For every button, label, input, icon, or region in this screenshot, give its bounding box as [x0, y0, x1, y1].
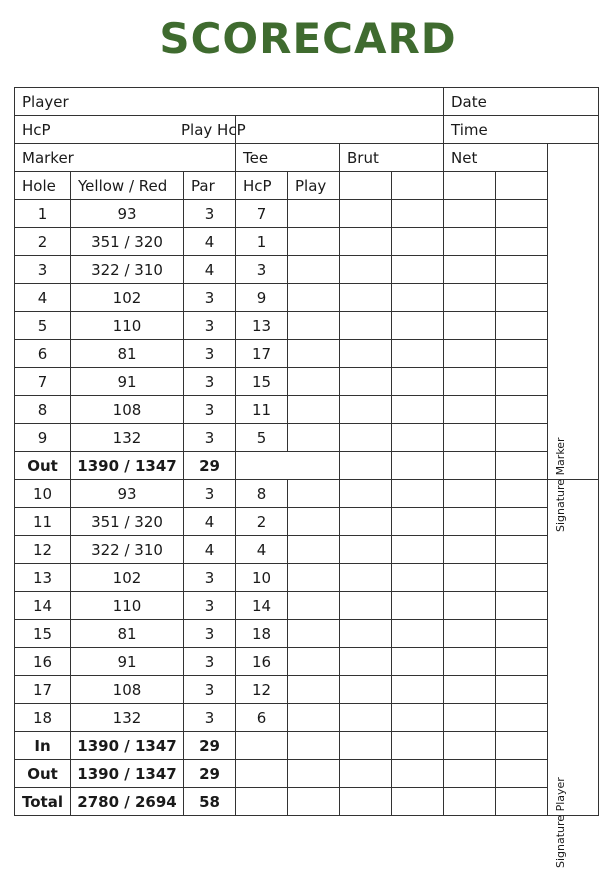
- yellow-red-distance: 351 / 320: [71, 228, 184, 256]
- hcp-value: 17: [236, 340, 288, 368]
- brut-cell[interactable]: [392, 676, 444, 704]
- par-value: 4: [184, 228, 236, 256]
- net-cell[interactable]: [444, 228, 496, 256]
- net-cell[interactable]: [496, 368, 548, 396]
- brut-cell[interactable]: [340, 256, 392, 284]
- play-cell[interactable]: [288, 676, 340, 704]
- yellow-red-distance: 91: [71, 648, 184, 676]
- out-label: Out: [15, 452, 71, 480]
- net-cell[interactable]: [496, 200, 548, 228]
- brut-cell[interactable]: [392, 340, 444, 368]
- net-cell[interactable]: [444, 284, 496, 312]
- brut-cell-a[interactable]: [340, 172, 392, 200]
- total-par: 58: [184, 788, 236, 816]
- hcp-label: HcP: [22, 120, 51, 139]
- hole-number: 15: [15, 620, 71, 648]
- table-row: [15, 424, 599, 452]
- table-row: [15, 368, 599, 396]
- net-cell[interactable]: [444, 312, 496, 340]
- net-cell[interactable]: [496, 592, 548, 620]
- yellow-red-distance: 81: [71, 340, 184, 368]
- player-field[interactable]: [15, 88, 444, 116]
- hcp-value: 3: [236, 256, 288, 284]
- table-row: [15, 284, 599, 312]
- par-value: 3: [184, 704, 236, 732]
- net-cell[interactable]: [444, 508, 496, 536]
- date-field[interactable]: [444, 88, 599, 116]
- brut-cell[interactable]: [392, 480, 444, 508]
- par-value: 3: [184, 648, 236, 676]
- brut-cell[interactable]: [340, 424, 392, 452]
- net-cell[interactable]: [444, 704, 496, 732]
- net-cell[interactable]: [444, 564, 496, 592]
- score-cell[interactable]: [340, 732, 392, 760]
- page-title: SCORECARD: [159, 14, 457, 63]
- hcp-value: 12: [236, 676, 288, 704]
- par-value: 4: [184, 508, 236, 536]
- hcp-value: 10: [236, 564, 288, 592]
- play-cell[interactable]: [288, 620, 340, 648]
- hcp-value: 15: [236, 368, 288, 396]
- par-value: 3: [184, 368, 236, 396]
- hole-number: 6: [15, 340, 71, 368]
- brut-cell[interactable]: [392, 200, 444, 228]
- yellow-red-distance: 351 / 320: [71, 508, 184, 536]
- par-value: 3: [184, 480, 236, 508]
- brut-cell[interactable]: [392, 368, 444, 396]
- brut-cell[interactable]: [340, 480, 392, 508]
- col-par-header: Par: [184, 172, 236, 200]
- brut-cell[interactable]: [392, 396, 444, 424]
- col-yellow-red-header: Yellow / Red: [71, 172, 184, 200]
- yellow-red-distance: 322 / 310: [71, 256, 184, 284]
- hole-number: 16: [15, 648, 71, 676]
- net-cell[interactable]: [496, 536, 548, 564]
- hole-number: 7: [15, 368, 71, 396]
- hcp-value: 2: [236, 508, 288, 536]
- yellow-red-distance: 110: [71, 592, 184, 620]
- net-cell[interactable]: [496, 676, 548, 704]
- play-cell[interactable]: [288, 228, 340, 256]
- total-yellow-red: 1390 / 1347: [71, 760, 184, 788]
- score-cell[interactable]: [392, 788, 444, 816]
- table-row: [15, 536, 599, 564]
- net-cell[interactable]: [444, 396, 496, 424]
- brut-cell[interactable]: [340, 648, 392, 676]
- yellow-red-distance: 132: [71, 424, 184, 452]
- table-row: [15, 620, 599, 648]
- score-cell[interactable]: [392, 760, 444, 788]
- hcp-value: 4: [236, 536, 288, 564]
- par-value: 3: [184, 200, 236, 228]
- par-value: 3: [184, 340, 236, 368]
- hole-number: 1: [15, 200, 71, 228]
- tee-field[interactable]: [236, 144, 340, 172]
- hole-number: 9: [15, 424, 71, 452]
- net-cell[interactable]: [496, 480, 548, 508]
- net-header: [444, 144, 548, 172]
- yellow-red-distance: 108: [71, 676, 184, 704]
- brut-cell[interactable]: [392, 564, 444, 592]
- table-row: [15, 592, 599, 620]
- hcp-value: 13: [236, 312, 288, 340]
- par-value: 4: [184, 256, 236, 284]
- net-cell-a[interactable]: [444, 172, 496, 200]
- player-label: Player: [22, 92, 69, 111]
- brut-cell[interactable]: [392, 312, 444, 340]
- hcp-value: 6: [236, 704, 288, 732]
- yellow-red-distance: 108: [71, 396, 184, 424]
- play-cell[interactable]: [288, 536, 340, 564]
- brut-cell[interactable]: [340, 368, 392, 396]
- brut-cell[interactable]: [392, 228, 444, 256]
- time-label: Time: [451, 120, 488, 139]
- brut-label: Brut: [347, 148, 379, 167]
- signature-marker-box[interactable]: [548, 144, 599, 532]
- par-value: 3: [184, 284, 236, 312]
- score-cell[interactable]: [496, 732, 548, 760]
- brut-cell[interactable]: [340, 200, 392, 228]
- brut-cell[interactable]: [392, 704, 444, 732]
- net-label: Net: [451, 148, 478, 167]
- net-cell[interactable]: [496, 508, 548, 536]
- table-row: [15, 396, 599, 424]
- yellow-red-distance: 132: [71, 704, 184, 732]
- score-cell[interactable]: [340, 452, 392, 480]
- net-cell[interactable]: [496, 312, 548, 340]
- table-row: [15, 256, 599, 284]
- tee-label: Tee: [243, 148, 269, 167]
- score-cell[interactable]: [444, 788, 496, 816]
- net-cell[interactable]: [496, 704, 548, 732]
- yellow-red-distance: 81: [71, 620, 184, 648]
- score-cell[interactable]: [444, 452, 496, 480]
- net-cell[interactable]: [496, 284, 548, 312]
- signature-player-box[interactable]: [548, 480, 599, 868]
- net-cell[interactable]: [444, 592, 496, 620]
- score-cell[interactable]: [496, 760, 548, 788]
- hole-number: 17: [15, 676, 71, 704]
- net-cell[interactable]: [444, 256, 496, 284]
- yellow-red-distance: 322 / 310: [71, 536, 184, 564]
- hole-number: 12: [15, 536, 71, 564]
- play-hcp-label: Play HcP: [181, 120, 246, 139]
- net-cell[interactable]: [496, 620, 548, 648]
- hole-number: 18: [15, 704, 71, 732]
- out-par: 29: [184, 452, 236, 480]
- net-cell[interactable]: [496, 340, 548, 368]
- brut-header: [340, 144, 444, 172]
- total-hcp-cell: [236, 760, 288, 788]
- brut-cell[interactable]: [340, 536, 392, 564]
- hcp-value: 18: [236, 620, 288, 648]
- table-row: [15, 228, 599, 256]
- hole-number: 5: [15, 312, 71, 340]
- yellow-red-distance: 93: [71, 200, 184, 228]
- play-cell[interactable]: [288, 704, 340, 732]
- play-cell[interactable]: [288, 396, 340, 424]
- score-cell[interactable]: [340, 760, 392, 788]
- hole-number: 8: [15, 396, 71, 424]
- brut-cell[interactable]: [392, 620, 444, 648]
- brut-cell[interactable]: [340, 508, 392, 536]
- table-row: [15, 564, 599, 592]
- total-row: [15, 732, 599, 760]
- play-cell[interactable]: [288, 256, 340, 284]
- play-cell[interactable]: [288, 312, 340, 340]
- score-cell[interactable]: [288, 788, 340, 816]
- play-cell[interactable]: [288, 200, 340, 228]
- table-row: [15, 704, 599, 732]
- brut-cell-b[interactable]: [392, 172, 444, 200]
- play-cell[interactable]: [288, 340, 340, 368]
- brut-cell[interactable]: [340, 340, 392, 368]
- score-cell[interactable]: [392, 732, 444, 760]
- net-cell[interactable]: [444, 536, 496, 564]
- score-cell[interactable]: [288, 732, 340, 760]
- total-label: In: [15, 732, 71, 760]
- hcp-value: 14: [236, 592, 288, 620]
- total-row: [15, 760, 599, 788]
- score-cell[interactable]: [496, 788, 548, 816]
- brut-cell[interactable]: [392, 284, 444, 312]
- table-row: [15, 676, 599, 704]
- brut-cell[interactable]: [340, 228, 392, 256]
- net-cell[interactable]: [444, 480, 496, 508]
- hole-number: 11: [15, 508, 71, 536]
- brut-cell[interactable]: [392, 536, 444, 564]
- par-value: 3: [184, 312, 236, 340]
- par-value: 3: [184, 676, 236, 704]
- marker-field[interactable]: [15, 144, 236, 172]
- col-hole-header: Hole: [15, 172, 71, 200]
- hole-number: 4: [15, 284, 71, 312]
- score-cell[interactable]: [340, 788, 392, 816]
- table-row: [15, 200, 599, 228]
- total-par: 29: [184, 760, 236, 788]
- score-cell[interactable]: [444, 732, 496, 760]
- table-row: [15, 312, 599, 340]
- total-label: Out: [15, 760, 71, 788]
- play-cell[interactable]: [288, 648, 340, 676]
- signature-player-label: Signature Player: [554, 777, 567, 868]
- scorecard-table: [14, 87, 599, 868]
- hole-number: 2: [15, 228, 71, 256]
- yellow-red-distance: 93: [71, 480, 184, 508]
- hole-number: 14: [15, 592, 71, 620]
- net-cell[interactable]: [444, 676, 496, 704]
- brut-cell[interactable]: [340, 704, 392, 732]
- net-cell[interactable]: [496, 228, 548, 256]
- total-row: [15, 788, 599, 816]
- brut-cell[interactable]: [340, 284, 392, 312]
- net-cell[interactable]: [444, 340, 496, 368]
- par-value: 3: [184, 592, 236, 620]
- col-play-header: Play: [288, 172, 340, 200]
- total-yellow-red: 1390 / 1347: [71, 732, 184, 760]
- net-cell[interactable]: [496, 424, 548, 452]
- time-field[interactable]: [444, 116, 599, 144]
- table-row: [15, 340, 599, 368]
- hcp-value: 16: [236, 648, 288, 676]
- brut-cell[interactable]: [340, 564, 392, 592]
- play-hcp-field[interactable]: [181, 116, 444, 144]
- play-cell[interactable]: [288, 368, 340, 396]
- score-cell[interactable]: [392, 452, 444, 480]
- play-cell[interactable]: [288, 284, 340, 312]
- net-cell[interactable]: [496, 648, 548, 676]
- net-cell[interactable]: [444, 620, 496, 648]
- yellow-red-distance: 110: [71, 312, 184, 340]
- total-hcp-cell: [236, 788, 288, 816]
- total-par: 29: [184, 732, 236, 760]
- hcp-value: 9: [236, 284, 288, 312]
- brut-cell[interactable]: [392, 648, 444, 676]
- brut-cell[interactable]: [340, 620, 392, 648]
- par-value: 3: [184, 620, 236, 648]
- brut-cell[interactable]: [392, 508, 444, 536]
- hole-number: 3: [15, 256, 71, 284]
- yellow-red-distance: 102: [71, 284, 184, 312]
- brut-cell[interactable]: [392, 592, 444, 620]
- total-yellow-red: 2780 / 2694: [71, 788, 184, 816]
- play-cell[interactable]: [288, 480, 340, 508]
- hcp-value: 11: [236, 396, 288, 424]
- brut-cell[interactable]: [340, 676, 392, 704]
- hcp-value: 5: [236, 424, 288, 452]
- table-row: [15, 480, 599, 508]
- brut-cell[interactable]: [340, 396, 392, 424]
- par-value: 3: [184, 424, 236, 452]
- score-cell[interactable]: [496, 452, 548, 480]
- total-label: Total: [15, 788, 71, 816]
- hole-number: 13: [15, 564, 71, 592]
- yellow-red-distance: 102: [71, 564, 184, 592]
- marker-label: Marker: [22, 148, 74, 167]
- out-play-cell[interactable]: [236, 452, 340, 480]
- net-cell[interactable]: [496, 256, 548, 284]
- table-row: [15, 648, 599, 676]
- hole-number: 10: [15, 480, 71, 508]
- brut-cell[interactable]: [392, 256, 444, 284]
- out-yellow-red: 1390 / 1347: [71, 452, 184, 480]
- play-cell[interactable]: [288, 592, 340, 620]
- brut-cell[interactable]: [340, 592, 392, 620]
- signature-marker-label: Signature Marker: [554, 437, 567, 532]
- net-cell[interactable]: [496, 396, 548, 424]
- table-row: [15, 508, 599, 536]
- par-value: 3: [184, 396, 236, 424]
- hcp-value: 1: [236, 228, 288, 256]
- brut-cell[interactable]: [340, 312, 392, 340]
- hcp-value: 8: [236, 480, 288, 508]
- net-cell-b[interactable]: [496, 172, 548, 200]
- score-cell[interactable]: [444, 760, 496, 788]
- net-cell[interactable]: [444, 368, 496, 396]
- col-hcp-header: HcP: [236, 172, 288, 200]
- play-cell[interactable]: [288, 508, 340, 536]
- date-label: Date: [451, 92, 487, 111]
- yellow-red-distance: 91: [71, 368, 184, 396]
- play-cell[interactable]: [288, 564, 340, 592]
- par-value: 3: [184, 564, 236, 592]
- score-cell[interactable]: [288, 760, 340, 788]
- net-cell[interactable]: [496, 564, 548, 592]
- net-cell[interactable]: [444, 648, 496, 676]
- net-cell[interactable]: [444, 424, 496, 452]
- total-hcp-cell: [236, 732, 288, 760]
- par-value: 4: [184, 536, 236, 564]
- play-cell[interactable]: [288, 424, 340, 452]
- brut-cell[interactable]: [392, 424, 444, 452]
- hcp-value: 7: [236, 200, 288, 228]
- out-row: [15, 452, 599, 480]
- net-cell[interactable]: [444, 200, 496, 228]
